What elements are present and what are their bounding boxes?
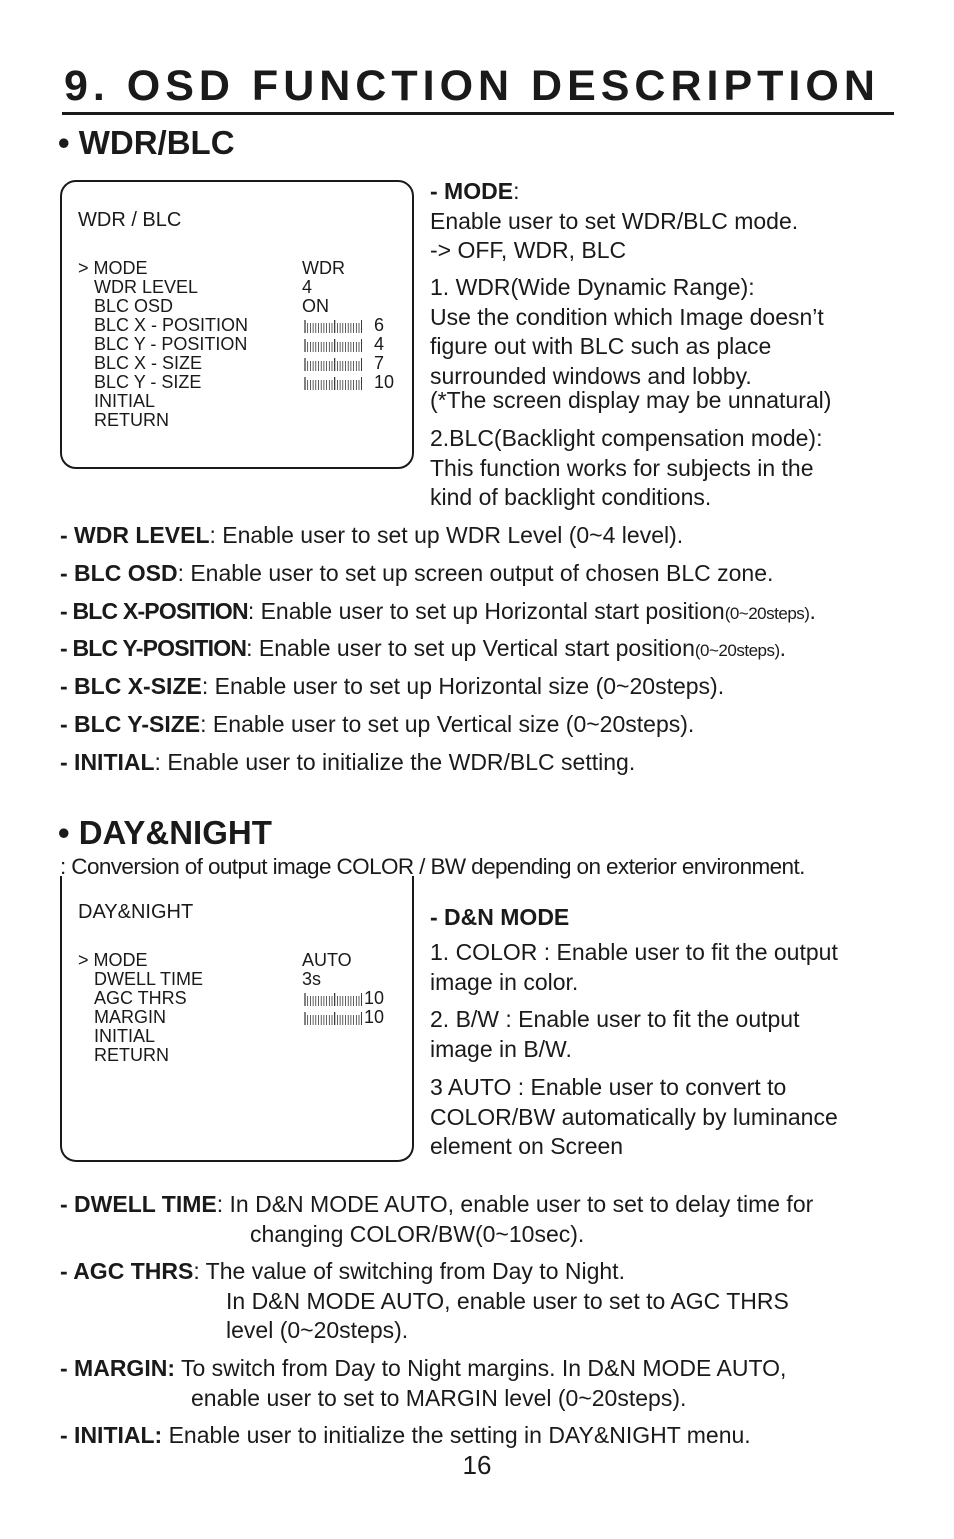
osd-menu-row [78,411,408,430]
page-title: 9. OSD FUNCTION DESCRIPTION [64,62,880,110]
dn-desc-line: 2. B/W : Enable user to fit the output [430,1006,800,1032]
definition-term: - BLC Y-POSITION [60,635,247,662]
dn-desc-line: 3 AUTO : Enable user to convert to [430,1074,787,1100]
day-night-heading: • DAY&NIGHT [58,814,272,851]
osd-menu-row [78,1027,408,1046]
definition-tail: . [779,635,787,662]
definition-text: : Enable user to set up Horizontal size (0~20steps). [201,673,725,700]
definition-text: level (0~20steps). [226,1317,409,1344]
osd-menu-label: BLC Y - POSITION [94,334,248,354]
osd-menu-title: DAY&NIGHT [78,901,194,923]
wdr-desc-line: 1. WDR(Wide Dynamic Range): [430,274,755,300]
osd-scale-icon [304,358,362,371]
osd-menu-value: 4 [374,334,385,354]
day-night-subtitle: : Conversion of output image COLOR / BW depending on exterior environment. [60,854,805,879]
dn-desc-line: COLOR/BW automatically by luminance [430,1103,838,1130]
definition-term: - INITIAL: [60,1422,163,1448]
mode-colon: : [513,178,520,204]
osd-menu-row [78,1046,408,1065]
osd-menu-label: DWELL TIME [94,969,204,989]
osd-menu-row [78,278,408,297]
definition-text: : Enable user to set up screen output of chosen BLC zone. [177,559,774,586]
definition-item [60,559,773,588]
definition-term: - AGC THRS [60,1258,194,1284]
osd-menu-row [78,989,408,1008]
osd-menu-label: WDR LEVEL [94,277,199,297]
definition-text: : Enable user to set up Horizontal start position [247,597,725,624]
osd-menu-label: RETURN [94,1045,169,1065]
osd-menu-row [78,1008,408,1027]
dn-mode-title [430,903,569,933]
wdr-desc-line: surrounded windows and lobby. [430,362,752,389]
osd-menu-label: BLC OSD [94,296,174,316]
osd-menu-value: ON [302,296,329,316]
definition-item [60,1257,625,1286]
osd-menu-label: > MODE [78,950,148,970]
osd-scale-icon [304,320,362,333]
osd-menu-row [78,392,408,411]
definition-item [60,1421,751,1450]
wdr-description [430,273,831,416]
blc-desc-line: This function works for subjects in the [430,454,814,481]
osd-scale-icon [304,1012,362,1025]
osd-menu-value: 10 [364,988,385,1008]
dn-desc-line: image in B/W. [430,1035,572,1062]
definition-term: - INITIAL [60,748,155,775]
definition-term: - BLC X-SIZE [60,673,202,700]
osd-scale-icon [304,377,362,390]
osd-menu-row [78,335,408,354]
title-rule [62,112,894,115]
osd-menu-value: 6 [374,315,385,335]
definition-tail: . [809,597,816,624]
osd-menu-label: > MODE [78,258,148,278]
definition-text: In D&N MODE AUTO, enable user to set to AGC THRS [226,1287,789,1314]
wdr-blc-osd-menu [60,180,414,469]
osd-menu-value: AUTO [302,950,352,970]
definition-item [60,1190,813,1219]
definition-text: enable user to set to MARGIN level (0~20steps). [191,1384,687,1411]
page-number: 16 [462,1450,492,1480]
definition-term: - BLC OSD [60,559,178,586]
mode-line: -> OFF, WDR, BLC [430,237,627,264]
dn-mode-auto [430,1073,838,1162]
definition-text: : Enable user to initialize the WDR/BLC setting. [154,748,636,775]
dn-desc-line: image in color. [430,968,579,995]
definition-item [60,710,694,739]
wdr-mode-description [430,177,798,266]
osd-menu-label: BLC Y - SIZE [94,372,202,392]
osd-menu-label: INITIAL [94,391,156,411]
osd-menu-row [78,316,408,335]
blc-description [430,424,822,513]
osd-menu-label: BLC X - POSITION [94,315,249,335]
wdr-desc-line: (*The screen display may be unnatural) [430,387,832,414]
definition-term: - MARGIN: [60,1355,175,1381]
osd-menu-label: RETURN [94,410,169,430]
osd-menu-value: 3s [302,969,322,989]
osd-menu-row [78,354,408,373]
wdr-desc-line: Use the condition which Image doesn’t [430,303,824,330]
osd-menu-row [78,297,408,316]
osd-menu-label: BLC X - SIZE [94,353,203,373]
definition-term: - BLC Y-SIZE [60,711,201,737]
osd-menu-value: 7 [374,353,385,373]
wdr-blc-heading: • WDR/BLC [58,124,235,161]
dn-mode-color [430,938,838,997]
definition-term: - BLC X-POSITION [60,597,248,624]
definition-item [60,1354,786,1383]
dn-mode-term: - D&N MODE [430,904,570,930]
wdr-desc-line: figure out with BLC such as place [430,333,772,360]
osd-menu-row [78,259,408,278]
osd-menu-value: 10 [364,1007,385,1027]
definition-item [60,748,635,777]
dn-desc-line: element on Screen [430,1133,624,1160]
osd-menu-label: INITIAL [94,1026,156,1046]
osd-menu-label: AGC THRS [94,988,187,1008]
definition-item [250,1220,584,1249]
definition-text: To switch from Day to Night margins. In D&N MODE AUTO, [174,1355,787,1381]
mode-term: - MODE [430,178,514,204]
mode-line: Enable user to set WDR/BLC mode. [430,207,799,234]
definition-text: : Enable user to set up WDR Level (0~4 level). [209,522,684,548]
osd-menu-value: WDR [302,258,345,278]
osd-menu-value: 4 [302,277,313,297]
osd-scale-icon [304,339,362,352]
definition-text: Enable user to initialize the setting in DAY&NIGHT menu. [162,1422,751,1448]
definition-item [226,1316,408,1345]
dn-mode-bw [430,1005,799,1064]
definition-text: : The value of switching from Day to Night. [193,1258,625,1284]
osd-menu-row [78,373,408,392]
blc-desc-line: 2.BLC(Backlight compensation mode): [430,425,823,451]
definition-item [60,521,683,550]
osd-menu-value: 10 [374,372,395,392]
definition-item [60,597,816,628]
definition-item [60,634,786,665]
osd-menu-row [78,970,408,989]
osd-scale-icon [304,993,362,1006]
definition-text: : In D&N MODE AUTO, enable user to set to delay time for [216,1191,814,1217]
definition-range: (0~20steps) [694,641,780,661]
definition-term: - WDR LEVEL [60,522,210,548]
osd-menu-label: MARGIN [94,1007,166,1027]
definition-text: : Enable user to set up Vertical start position [246,635,695,662]
definition-text: : Enable user to set up Vertical size (0~20steps). [200,711,695,737]
dn-desc-line: 1. COLOR : Enable user to fit the output [430,939,838,965]
definition-text: changing COLOR/BW(0~10sec). [250,1220,585,1247]
definition-range: (0~20steps) [724,603,810,623]
definition-item [60,672,724,701]
definition-term: - DWELL TIME [60,1191,217,1217]
day-night-osd-menu [60,876,414,1162]
osd-menu-row [78,951,408,970]
definition-item [226,1287,789,1316]
blc-desc-line: kind of backlight conditions. [430,484,712,511]
definition-item [191,1384,686,1413]
osd-menu-title: WDR / BLC [78,209,182,231]
